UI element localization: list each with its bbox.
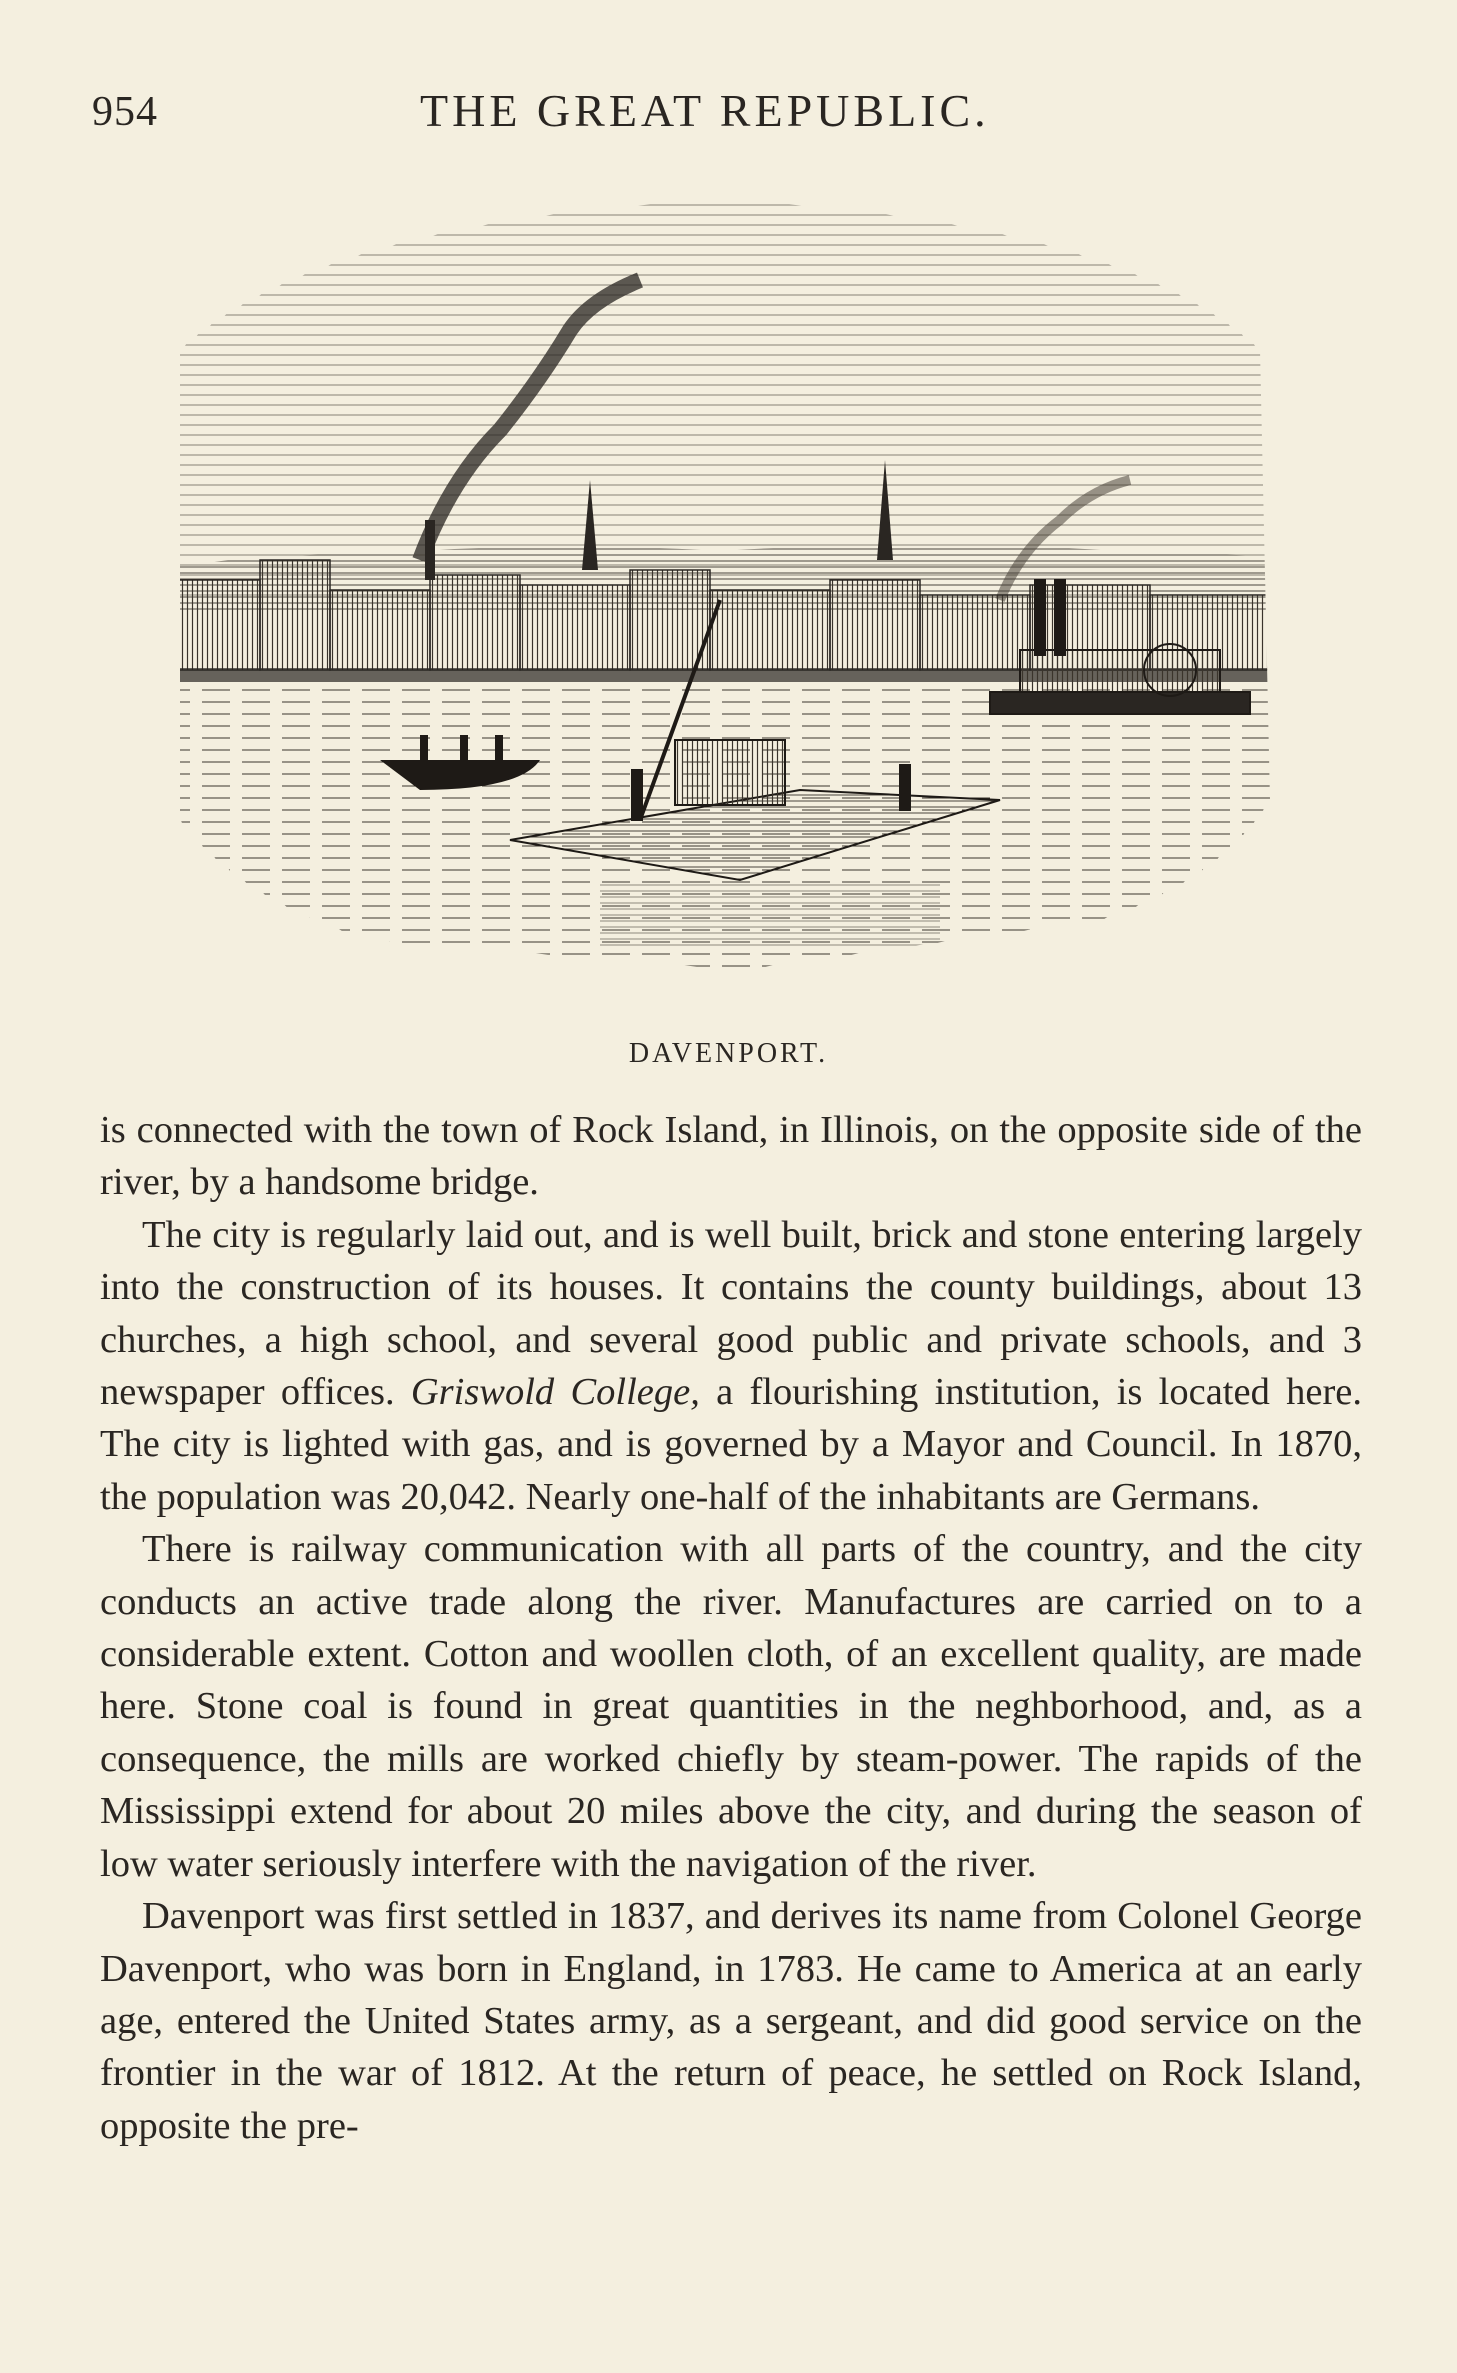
griswold-college-italic: Griswold College, [410,1371,700,1414]
paragraph-1: is connected with the town of Rock Island, in Illinois, on the opposite side of the river, by a handsome bridge. [100,1109,1362,1204]
page-number: 954 [92,89,158,135]
davenport-engraving [120,180,1320,1010]
running-title: THE GREAT REPUBLIC. [420,85,990,136]
paragraph-2-part-a: The city is regularly laid out, and is well built, brick and stone entering largely into the construction of its houses. It contains the county buildings, about 13 churches, a high school, and several good public and private schools, and 3 newspaper offices. [100,1213,1362,1414]
paragraph-2 [100,1209,1362,1523]
paragraph-4: Davenport was first settled in 1837, and derives its name from Colonel George Davenport, who was born in England, in 1783. He came to America at an early age, entered the United States army, as a sergeant, and did good service on the frontier in the war of 1812. At the return of peace, he settled on Rock Island, opposite the pre- [100,1895,1362,2147]
paragraph-2-part-b: a flourishing institution, is located here. The city is lighted with gas, and is governed by a Mayor and Council. In 1870, the population was 20,042. Nearly one-half of the inhabitants are Germans. [100,1371,1362,1518]
body-text [100,1104,1362,2152]
paragraph-3: There is railway communication with all parts of the country, and the city conducts an active trade along the river. Manufactures are carried on to a considerable extent. Cotton and woollen cloth, of an excellent quality, are made here. Stone coal is found in great quantities in the neghborhood, and, as a consequence, the mills are worked chiefly by steam-power. The rapids of the Mississippi extend for about 20 miles above the city, and during the season of low water seriously interfere with the navigation of the river. [100,1528,1362,1885]
figure-caption: DAVENPORT. [628,1038,829,1069]
